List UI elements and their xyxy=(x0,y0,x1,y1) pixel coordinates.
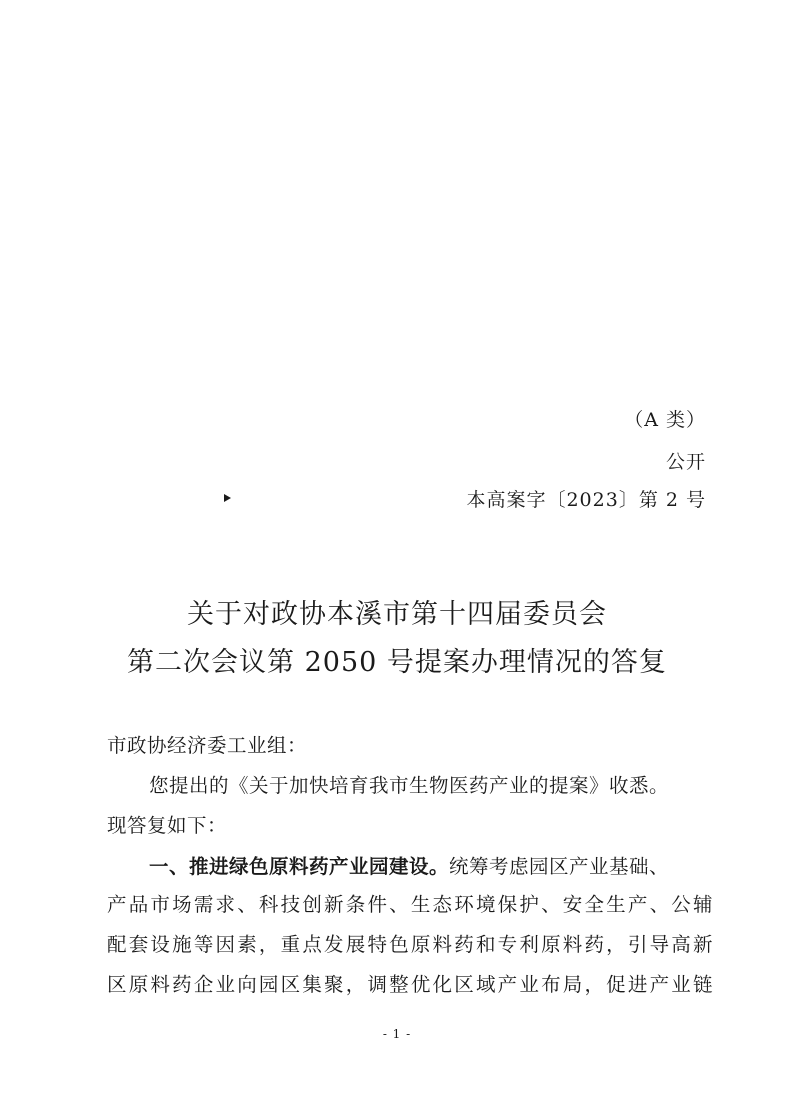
paragraph-2-line-1 xyxy=(149,851,713,879)
paragraph-2-line-4: 区原料药企业向园区集聚，调整优化区域产业布局，促进产业链 xyxy=(107,973,713,996)
document-number: 本高案字〔2023〕第 2 号 xyxy=(466,489,706,511)
paragraph-1-line-2: 现答复如下： xyxy=(107,814,228,837)
document-title-line-2: 第二次会议第 2050 号提案办理情况的答复 xyxy=(127,647,667,678)
paragraph-1-line-1: 您提出的《关于加快培育我市生物医药产业的提案》收悉。 xyxy=(149,774,670,797)
disclosure-label: 公开 xyxy=(665,451,706,473)
document-title-line-1: 关于对政协本溪市第十四届委员会 xyxy=(187,599,607,630)
section-heading: 一、推进绿色原料药产业园建设。 xyxy=(149,855,450,878)
paragraph-2-line-2: 产品市场需求、科技创新条件、生态环境保护、安全生产、公辅 xyxy=(107,893,713,916)
salutation: 市政协经济委工业组： xyxy=(107,734,308,757)
paragraph-2-line-3: 配套设施等因素，重点发展特色原料药和专利原料药，引导高新 xyxy=(107,933,713,956)
classification-label: （A 类） xyxy=(624,409,706,431)
page-number: - 1 - xyxy=(382,1027,412,1041)
bullet-marker-icon xyxy=(224,494,231,502)
paragraph-2-line-1-text: 统筹考虑园区产业基础、 xyxy=(449,855,670,878)
